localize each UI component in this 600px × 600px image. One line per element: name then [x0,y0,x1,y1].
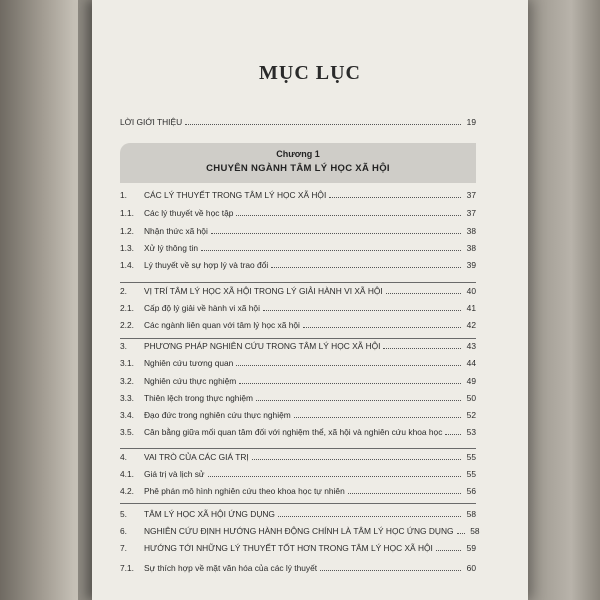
chapter-number: Chương 1 [276,149,320,159]
toc-entry-page: 55 [466,452,476,462]
leader-dots [263,310,461,311]
toc-entry-page: 41 [466,303,476,313]
toc-entry-label: Thiên lệch trong thực nghiệm [144,393,253,403]
toc-entry-label: Nghiên cứu tương quan [144,358,234,368]
toc-entry-row [120,543,476,553]
toc-entry-label: TÂM LÝ HỌC XÃ HỘI ỨNG DỤNG [144,509,275,519]
leader-dots [256,400,461,401]
toc-entry-row [120,341,476,351]
toc-entry-label: CÁC LÝ THUYẾT TRONG TÂM LÝ HỌC XÃ HỘI [144,190,327,200]
leader-dots [436,550,461,551]
toc-entry-page: 44 [466,358,476,368]
section-separator [120,338,476,339]
toc-entry-row [120,526,480,536]
leader-dots [252,459,461,460]
leader-dots [348,493,461,494]
toc-entry-label: Xử lý thông tin [144,243,199,253]
toc-entry-number: 4. [120,452,127,462]
toc-entry-row [120,509,476,519]
toc-entry-number: 3.1. [120,358,134,368]
toc-entry-number: 1. [120,190,127,200]
toc-entry-row [120,226,476,236]
toc-entry-row [120,320,476,330]
toc-entry-row [120,208,476,218]
leader-dots [386,293,461,294]
leader-dots [236,215,461,216]
toc-entry-label: Cấp độ lý giải về hành vi xã hội [144,303,260,313]
toc-entry-page: 53 [466,427,476,437]
toc-entry-label: VỊ TRÍ TÂM LÝ HỌC XÃ HỘI TRONG LÝ GIẢI HÀNH VI XÃ HỘI [144,286,383,296]
toc-entry-number: 3.3. [120,393,134,403]
toc-entry-number: 4.1. [120,469,134,479]
leader-dots [239,383,461,384]
toc-entry-label: HƯỚNG TỚI NHỮNG LÝ THUYẾT TỐT HƠN TRONG TÂM LÝ HỌC XÃ HỘI [144,543,433,553]
toc-entry-row [120,563,476,573]
toc-entry-label: PHƯƠNG PHÁP NGHIÊN CỨU TRONG TÂM LÝ HỌC XÃ HỘI [144,341,381,351]
toc-entry-page: 38 [466,243,476,253]
section-separator [120,448,476,449]
leader-dots [211,233,461,234]
leader-dots [271,267,461,268]
toc-entry-page: 38 [466,226,476,236]
toc-entry-label: Phê phán mô hình nghiên cứu theo khoa học tự nhiên [144,486,345,496]
toc-entry-number: 7. [120,543,127,553]
toc-entry-label: NGHIÊN CỨU ĐỊNH HƯỚNG HÀNH ĐỘNG CHÍNH LÀ TÂM LÝ HỌC ỨNG DỤNG [144,526,454,536]
toc-entry-page: 49 [466,376,476,386]
toc-entry-row [120,410,476,420]
toc-entry-number: 2.1. [120,303,134,313]
toc-entry-row [120,452,476,462]
toc-entry-number: 4.2. [120,486,134,496]
toc-entry-page: 59 [466,543,476,553]
toc-entry-page: 58 [466,509,476,519]
toc-entry-number: 2. [120,286,127,296]
section-separator [120,282,476,283]
leader-dots [278,516,461,517]
toc-entry-page: 39 [466,260,476,270]
toc-entry-number: 7.1. [120,563,134,573]
toc-entry-row [120,393,476,403]
toc-entry-number: 1.1. [120,208,134,218]
leader-dots [329,197,461,198]
toc-entry-number: 3.5. [120,427,134,437]
toc-entry-number: 3. [120,341,127,351]
toc-entry-label: Nhận thức xã hội [144,226,208,236]
toc-entry-row [120,358,476,368]
toc-entry-page: 58 [470,526,480,536]
section-separator [120,503,476,504]
toc-entry-page: 60 [466,563,476,573]
toc-entry-number: 1.4. [120,260,134,270]
toc-entry-row [120,260,476,270]
toc-entry-page: 43 [466,341,476,351]
toc-entry-row [120,286,476,296]
toc-entry-number: 1.2. [120,226,134,236]
leader-dots [236,365,461,366]
toc-entry-number: 3.2. [120,376,134,386]
leader-dots [383,348,461,349]
toc-entry-number: 3.4. [120,410,134,420]
toc-entry-number: 6. [120,526,127,536]
toc-entry-label: Cân bằng giữa mối quan tâm đối với nghiệm thể, xã hội và nghiên cứu khoa học [144,427,443,437]
bleed-through-text [120,0,480,110]
toc-entry-row [120,469,476,479]
page-title: MỤC LỤC [259,62,361,84]
toc-entry-label: Giá trị và lịch sử [144,469,205,479]
toc-entry-row [120,243,476,253]
toc-entry-page: 55 [466,469,476,479]
leader-dots [445,434,461,435]
toc-entry-page: 56 [466,486,476,496]
toc-entry-page: 52 [466,410,476,420]
toc-entry-row [120,427,476,437]
leader-dots [303,327,461,328]
toc-entry-row [120,190,476,200]
toc-entry-label: Các ngành liên quan với tâm lý học xã hội [144,320,300,330]
toc-entry-page: 50 [466,393,476,403]
page-stack-edge [528,0,600,600]
toc-entry-label: Nghiên cứu thực nghiệm [144,376,237,386]
toc-entry-label: VAI TRÒ CỦA CÁC GIÁ TRỊ [144,452,249,462]
toc-entry-label: Lý thuyết về sự hợp lý và trao đổi [144,260,269,270]
toc-intro-label: LỜI GIỚI THIỆU [120,117,183,127]
toc-entry-page: 37 [466,190,476,200]
toc-entry-page: 42 [466,320,476,330]
book-spine [0,0,78,600]
chapter-header [120,143,476,183]
toc-entry-label: Sự thích hợp về mặt văn hóa của các lý thuyết [144,563,318,573]
chapter-title: CHUYÊN NGÀNH TÂM LÝ HỌC XÃ HỘI [206,163,390,174]
leader-dots [294,417,461,418]
toc-entry-label: Các lý thuyết về học tập [144,208,234,218]
toc-entry-row [120,303,476,313]
toc-entry-number: 1.3. [120,243,134,253]
toc-entry-page: 37 [466,208,476,218]
leader-dots [457,533,465,534]
toc-entry-page: 40 [466,286,476,296]
toc-intro-page: 19 [466,117,476,127]
toc-intro-row [120,117,476,127]
toc-entry-label: Đạo đức trong nghiên cứu thực nghiệm [144,410,291,420]
leader-dots [185,124,461,125]
leader-dots [320,570,461,571]
toc-entry-row [120,376,476,386]
toc-entry-number: 5. [120,509,127,519]
toc-entry-number: 2.2. [120,320,134,330]
leader-dots [208,476,461,477]
toc-entry-row [120,486,476,496]
leader-dots [201,250,461,251]
